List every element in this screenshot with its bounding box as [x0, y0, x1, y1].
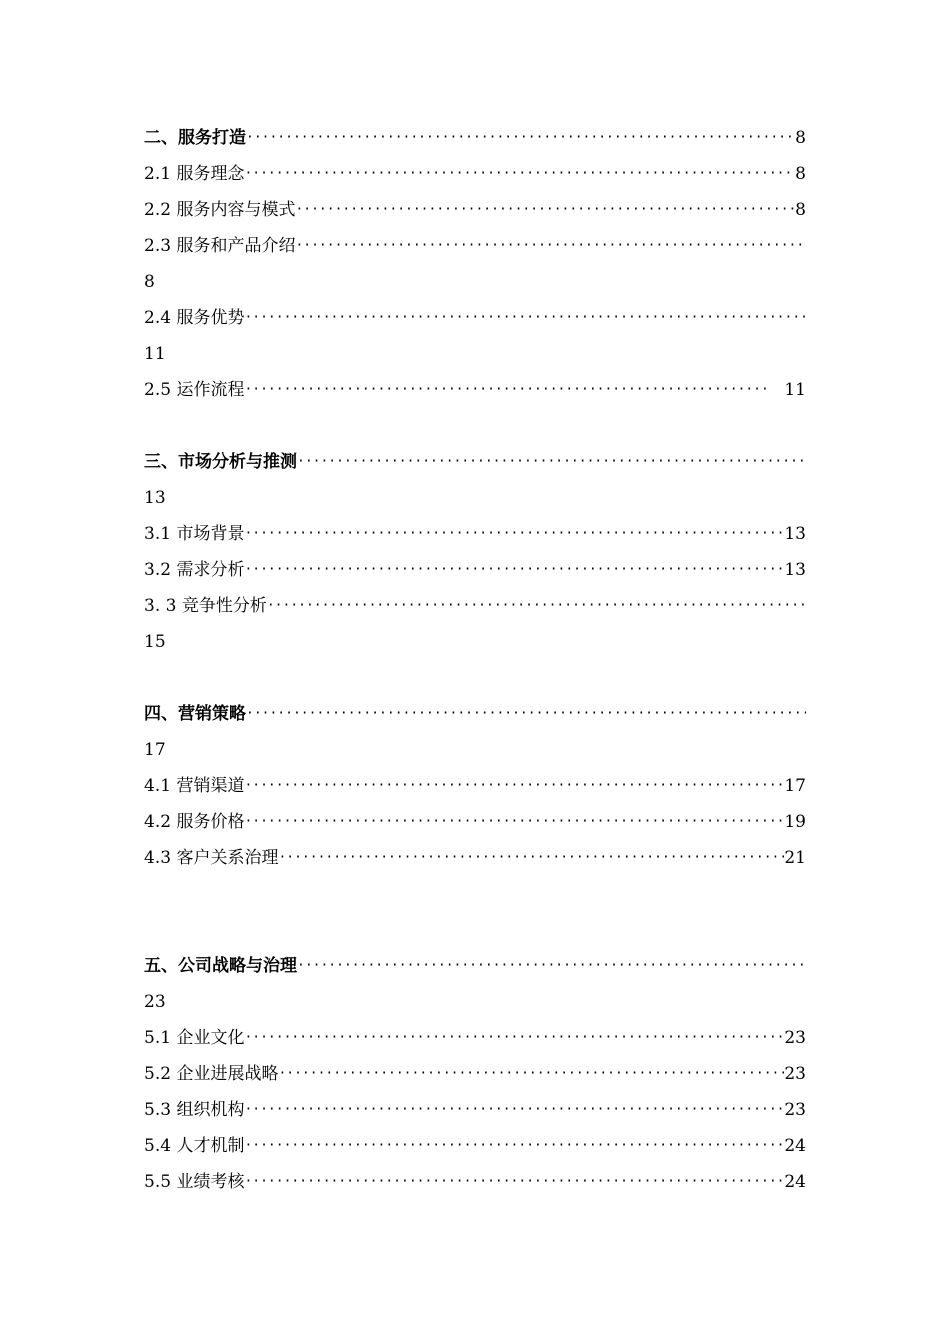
dot-leader [244, 804, 784, 840]
dot-leader [246, 120, 795, 156]
toc-page-number: 24 [784, 1172, 806, 1192]
toc-heading-label: 五、公司战略与治理 [144, 956, 297, 976]
toc-entry-label: 4.1 营销渠道 [144, 776, 245, 796]
dot-leader [244, 1020, 784, 1056]
toc-page-number: 24 [784, 1136, 806, 1156]
toc-entry-label: 5.2 企业进展战略 [144, 1064, 279, 1084]
toc-page-number: 8 [795, 200, 806, 220]
dot-leader [246, 696, 806, 732]
toc-page-number-wrapped: 8 [144, 272, 155, 292]
toc-entry[interactable] [144, 1092, 806, 1128]
toc-entry[interactable] [144, 228, 806, 264]
toc-entry[interactable] [144, 1164, 806, 1200]
toc-entry-label: 4.2 服务价格 [144, 812, 245, 832]
toc-page-number: 19 [784, 812, 806, 832]
toc-entry[interactable] [144, 552, 806, 588]
dot-leader [295, 192, 795, 228]
toc-heading-label: 三、市场分析与推测 [144, 452, 297, 472]
toc-section-heading[interactable] [144, 948, 806, 984]
dot-leader [244, 552, 784, 588]
section-gap [144, 408, 806, 444]
dot-leader [278, 840, 784, 876]
toc-page-number: 13 [784, 560, 806, 580]
toc-heading-label: 二、服务打造 [144, 128, 246, 148]
dot-leader [297, 948, 806, 984]
toc-entry[interactable] [144, 372, 806, 408]
toc-entry[interactable] [144, 1056, 806, 1092]
toc-page-number: 23 [784, 1064, 806, 1084]
toc-entry-label: 2.5 运作流程 [144, 380, 245, 400]
toc-entry[interactable] [144, 192, 806, 228]
toc-section-heading[interactable] [144, 444, 806, 480]
toc-entry-label: 4.3 客户关系治理 [144, 848, 279, 868]
toc-entry-label: 2.2 服务内容与模式 [144, 200, 296, 220]
toc-page-number: 8 [795, 128, 806, 148]
dot-leader [244, 372, 770, 408]
toc-entry[interactable] [144, 588, 806, 624]
toc-section-heading[interactable] [144, 696, 806, 732]
toc-entry[interactable] [144, 1128, 806, 1164]
toc-entry-label: 2.3 服务和产品介绍 [144, 236, 296, 256]
toc-page-number: 17 [784, 776, 806, 796]
toc-entry-label: 5.5 业绩考核 [144, 1172, 245, 1192]
toc-entry[interactable] [144, 768, 806, 804]
toc-page-number: 8 [795, 164, 806, 184]
toc-page-number-wrapped: 15 [144, 632, 166, 652]
section-gap [144, 876, 806, 948]
toc-entry-label: 2.1 服务理念 [144, 164, 245, 184]
toc-entry[interactable] [144, 156, 806, 192]
section-gap [144, 660, 806, 696]
toc-entry-label: 5.3 组织机构 [144, 1100, 245, 1120]
dot-leader [297, 444, 806, 480]
dot-leader [244, 300, 806, 336]
toc-page-number-wrapped: 23 [144, 992, 166, 1012]
toc-entry-label: 2.4 服务优势 [144, 308, 245, 328]
dot-leader [244, 768, 784, 804]
toc-entry-label: 3.2 需求分析 [144, 560, 245, 580]
dot-leader [244, 1092, 784, 1128]
toc-page-number: 23 [784, 1028, 806, 1048]
toc-entry[interactable] [144, 804, 806, 840]
toc-entry-label: 3.1 市场背景 [144, 524, 245, 544]
toc-entry[interactable] [144, 300, 806, 336]
toc-page-number: 11 [784, 380, 806, 400]
dot-leader [295, 228, 806, 264]
toc-page-number-wrapped: 11 [144, 344, 166, 364]
dot-leader [244, 516, 784, 552]
toc-entry[interactable] [144, 516, 806, 552]
dot-leader [278, 1056, 784, 1092]
toc-entry-label: 3. 3 竞争性分析 [144, 596, 267, 616]
toc-page-number-wrapped: 17 [144, 740, 166, 760]
toc-page-number: 13 [784, 524, 806, 544]
toc-heading-label: 四、营销策略 [144, 704, 246, 724]
dot-leader [244, 156, 795, 192]
toc-page-number-wrapped: 13 [144, 488, 166, 508]
toc-entry[interactable] [144, 840, 806, 876]
dot-leader [267, 588, 806, 624]
toc-page-number: 23 [784, 1100, 806, 1120]
dot-leader [244, 1128, 784, 1164]
toc-section-heading[interactable] [144, 120, 806, 156]
toc-entry-label: 5.1 企业文化 [144, 1028, 245, 1048]
toc-page-number: 21 [784, 848, 806, 868]
table-of-contents [144, 120, 806, 1200]
toc-entry-label: 5.4 人才机制 [144, 1136, 245, 1156]
dot-leader [244, 1164, 784, 1200]
toc-entry[interactable] [144, 1020, 806, 1056]
